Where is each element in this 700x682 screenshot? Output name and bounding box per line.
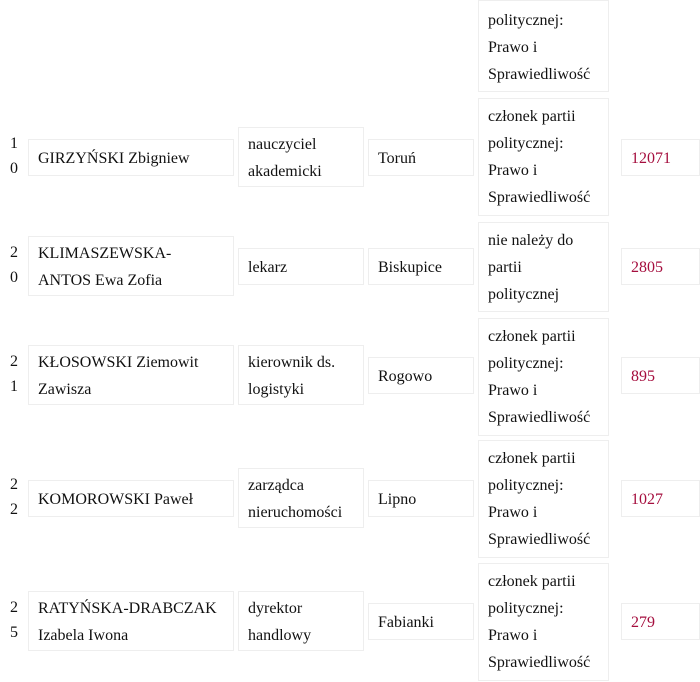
affiliation-line: Sprawiedliwość	[488, 409, 591, 426]
affiliation-line: Prawo i	[488, 382, 538, 399]
vote-count: 895	[621, 357, 700, 394]
candidate-occupation: dyrektor handlowy	[238, 591, 364, 651]
affiliation-line: członek partii	[488, 108, 576, 125]
candidate-occupation: kierownik ds. logistyki	[238, 345, 364, 405]
affiliation-line: Sprawiedliwość	[488, 66, 591, 83]
candidate-name: KLIMASZEWSKA- ANTOS Ewa Zofia	[28, 236, 234, 296]
candidate-number: 1 0	[2, 131, 24, 187]
vote-count: 12071	[621, 139, 700, 176]
affiliation-line: Sprawiedliwość	[488, 654, 591, 671]
candidate-name: KOMOROWSKI Paweł	[28, 480, 234, 517]
candidate-number: 2 0	[2, 240, 24, 296]
affiliation-cell	[478, 440, 609, 558]
affiliation-line: politycznej:	[488, 12, 564, 29]
affiliation-line: nie należy do	[488, 232, 574, 249]
affiliation-line: członek partii	[488, 573, 576, 590]
affiliation-line: politycznej:	[488, 355, 564, 372]
candidate-name: KŁOSOWSKI Ziemowit Zawisza	[28, 345, 234, 405]
candidate-name: GIRZYŃSKI Zbigniew	[28, 139, 234, 176]
affiliation-cell	[478, 0, 609, 92]
candidate-occupation: nauczyciel akademicki	[238, 127, 364, 187]
vote-count: 2805	[621, 248, 700, 285]
candidate-name: RATYŃSKA-DRABCZAK Izabela Iwona	[28, 591, 234, 651]
candidate-place: Biskupice	[368, 248, 474, 285]
affiliation-line: członek partii	[488, 450, 576, 467]
candidate-occupation: zarządca nieruchomości	[238, 468, 364, 528]
affiliation-line: członek partii	[488, 328, 576, 345]
affiliation-line: politycznej	[488, 286, 560, 303]
affiliation-cell	[478, 318, 609, 436]
affiliation-cell	[478, 563, 609, 681]
affiliation-line: politycznej:	[488, 477, 564, 494]
affiliation-line: Sprawiedliwość	[488, 531, 591, 548]
candidate-place: Lipno	[368, 480, 474, 517]
affiliation-line: Sprawiedliwość	[488, 189, 591, 206]
affiliation-line: Prawo i	[488, 627, 538, 644]
affiliation-cell	[478, 222, 609, 312]
affiliation-line: Prawo i	[488, 504, 538, 521]
candidate-number: 2 5	[2, 595, 24, 651]
candidate-place: Rogowo	[368, 357, 474, 394]
affiliation-line: Prawo i	[488, 39, 538, 56]
candidate-place: Toruń	[368, 139, 474, 176]
candidate-number: 2 2	[2, 472, 24, 528]
affiliation-line: partii	[488, 259, 522, 276]
vote-count: 279	[621, 603, 700, 640]
affiliation-line: politycznej:	[488, 600, 564, 617]
affiliation-cell	[478, 98, 609, 216]
affiliation-line: Prawo i	[488, 162, 538, 179]
candidate-occupation: lekarz	[238, 248, 364, 285]
affiliation-line: politycznej:	[488, 135, 564, 152]
candidate-number: 2 1	[2, 349, 24, 405]
candidate-place: Fabianki	[368, 603, 474, 640]
vote-count: 1027	[621, 480, 700, 517]
